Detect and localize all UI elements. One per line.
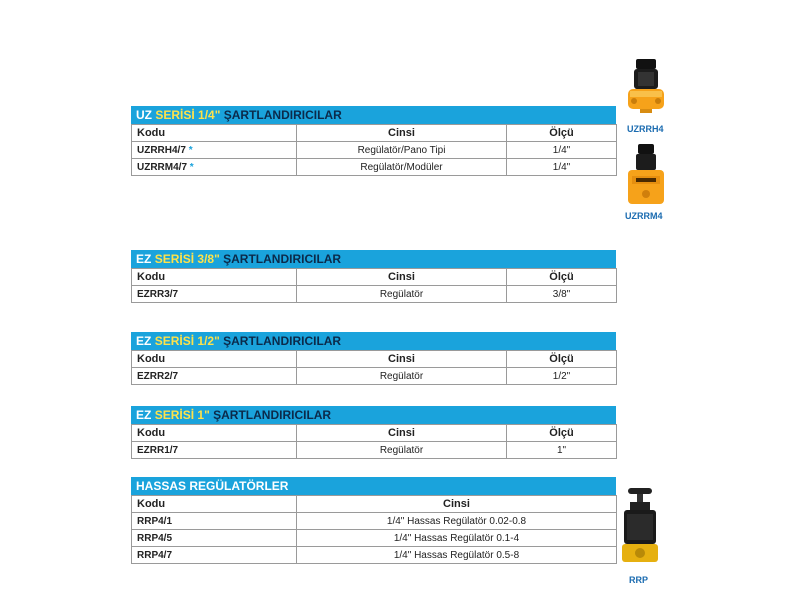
regulator-icon	[620, 55, 672, 117]
ez38-series-table	[131, 268, 617, 303]
hassas-section	[131, 477, 616, 564]
row-code: RRP4/7	[132, 547, 297, 564]
table-row	[132, 513, 617, 530]
star-mark: *	[189, 161, 194, 173]
table-header-row	[132, 125, 617, 142]
row-code: RRP4/5	[132, 530, 297, 547]
ez38-series-section	[131, 250, 616, 303]
ez38-series-title	[131, 250, 616, 268]
table-row	[132, 547, 617, 564]
table-row	[132, 159, 617, 176]
row-type: Regülatör/Modüler	[297, 159, 507, 176]
header-size: Ölçü	[507, 425, 617, 442]
ez1-title-rest: ŞARTLANDIRICILAR	[213, 408, 332, 422]
table-row	[132, 442, 617, 459]
row-code: EZRR2/7	[132, 368, 297, 385]
regulator-icon	[624, 142, 668, 208]
table-header-row	[132, 496, 617, 513]
ez12-title-series: SERİSİ	[154, 334, 195, 348]
ez1-series-table	[131, 424, 617, 459]
ez12-series-title	[131, 332, 616, 350]
header-type: Cinsi	[297, 125, 507, 142]
ez1-title-size: 1"	[197, 408, 210, 422]
header-type: Cinsi	[297, 425, 507, 442]
ez1-title-series: SERİSİ	[154, 408, 195, 422]
uz-title-prefix: UZ	[136, 108, 152, 122]
header-code: Kodu	[132, 351, 297, 368]
ez38-title-series: SERİSİ	[154, 252, 195, 266]
row-type: Regülatör	[297, 442, 507, 459]
row-code	[132, 142, 297, 159]
header-size: Ölçü	[507, 269, 617, 286]
uz-title-rest: ŞARTLANDIRICILAR	[223, 108, 342, 122]
uz-series-title	[131, 106, 616, 124]
header-type: Cinsi	[297, 269, 507, 286]
code-text: UZRRM4/7	[137, 161, 188, 173]
uzrrh4-product-image	[620, 55, 672, 117]
ez38-title-size: 3/8"	[197, 252, 220, 266]
hassas-title	[131, 477, 616, 495]
header-size: Ölçü	[507, 351, 617, 368]
ez12-title-rest: ŞARTLANDIRICILAR	[223, 334, 342, 348]
uzrrm4-label: UZRRM4	[625, 211, 663, 221]
uz-series-section	[131, 106, 616, 176]
row-type: Regülatör	[297, 368, 507, 385]
table-header-row	[132, 425, 617, 442]
code-text: UZRRH4/7	[137, 144, 186, 156]
header-code: Kodu	[132, 496, 297, 513]
row-code: EZRR3/7	[132, 286, 297, 303]
ez38-title-prefix: EZ	[136, 252, 152, 266]
table-row	[132, 142, 617, 159]
ez12-title-size: 1/2"	[197, 334, 220, 348]
header-code: Kodu	[132, 425, 297, 442]
header-code: Kodu	[132, 269, 297, 286]
ez1-title-prefix: EZ	[136, 408, 152, 422]
row-code	[132, 159, 297, 176]
row-type: Regülatör	[297, 286, 507, 303]
row-size: 1"	[507, 442, 617, 459]
ez12-series-table	[131, 350, 617, 385]
uz-title-series: SERİSİ	[155, 108, 195, 122]
header-type: Cinsi	[297, 496, 617, 513]
header-type: Cinsi	[297, 351, 507, 368]
ez12-title-prefix: EZ	[136, 334, 152, 348]
row-code: EZRR1/7	[132, 442, 297, 459]
table-header-row	[132, 269, 617, 286]
ez1-series-section	[131, 406, 616, 459]
row-size: 1/2"	[507, 368, 617, 385]
row-type: Regülatör/Pano Tipi	[297, 142, 507, 159]
uz-title-size: 1/4"	[198, 108, 221, 122]
table-row	[132, 530, 617, 547]
row-size: 1/4"	[507, 159, 617, 176]
uzrrm4-product-image	[624, 142, 668, 208]
uzrrh4-label: UZRRH4	[627, 124, 664, 134]
hassas-table	[131, 495, 617, 564]
ez38-title-rest: ŞARTLANDIRICILAR	[223, 252, 342, 266]
header-size: Ölçü	[507, 125, 617, 142]
rrp-label: RRP	[629, 575, 649, 585]
row-type: 1/4" Hassas Regülatör 0.5-8	[297, 547, 617, 564]
star-mark: *	[188, 144, 193, 156]
ez12-series-section	[131, 332, 616, 385]
table-header-row	[132, 351, 617, 368]
ez1-series-title	[131, 406, 616, 424]
hassas-title-text: HASSAS REGÜLATÖRLER	[136, 479, 289, 493]
row-type: 1/4" Hassas Regülatör 0.02-0.8	[297, 513, 617, 530]
table-row	[132, 286, 617, 303]
row-code: RRP4/1	[132, 513, 297, 530]
row-size: 3/8"	[507, 286, 617, 303]
precision-regulator-icon	[618, 486, 662, 570]
row-size: 1/4"	[507, 142, 617, 159]
uz-series-table	[131, 124, 617, 176]
row-type: 1/4" Hassas Regülatör 0.1-4	[297, 530, 617, 547]
header-code: Kodu	[132, 125, 297, 142]
table-row	[132, 368, 617, 385]
rrp-product-image	[618, 486, 662, 570]
